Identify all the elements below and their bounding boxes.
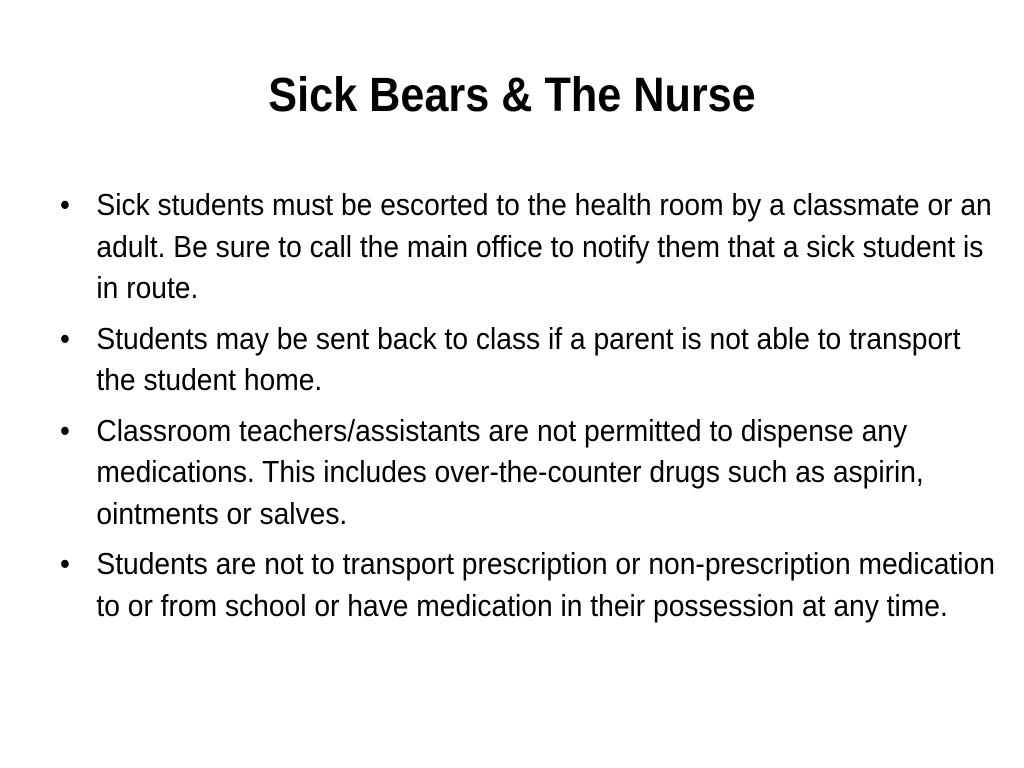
slide-title: Sick Bears & The Nurse [268, 69, 756, 122]
bullet-icon: • [60, 412, 70, 448]
bullet-text: Classroom teachers/assistants are not permitted to dispense any medications. This includes over-the-counter drugs such as aspirin, ointments or salves. [96, 412, 924, 531]
bullet-icon: • [60, 320, 70, 356]
bullet-item [60, 543, 995, 626]
bullet-icon: • [60, 546, 70, 581]
bullet-item [60, 318, 995, 401]
bullet-item [60, 410, 995, 535]
bullet-item [60, 184, 995, 309]
bullet-text: Students may be sent back to class if a parent is not able to transport the student home. [96, 320, 961, 397]
bullet-text: Students are not to transport prescription or non-prescription medication to or from school or have medication in their possession at any time. [96, 546, 995, 623]
bullet-text: Sick students must be escorted to the health room by a classmate or an adult. Be sure to call the main office to notify them that a sick student is in route. [96, 187, 992, 305]
bullet-list [60, 184, 995, 635]
bullet-icon: • [60, 187, 70, 222]
